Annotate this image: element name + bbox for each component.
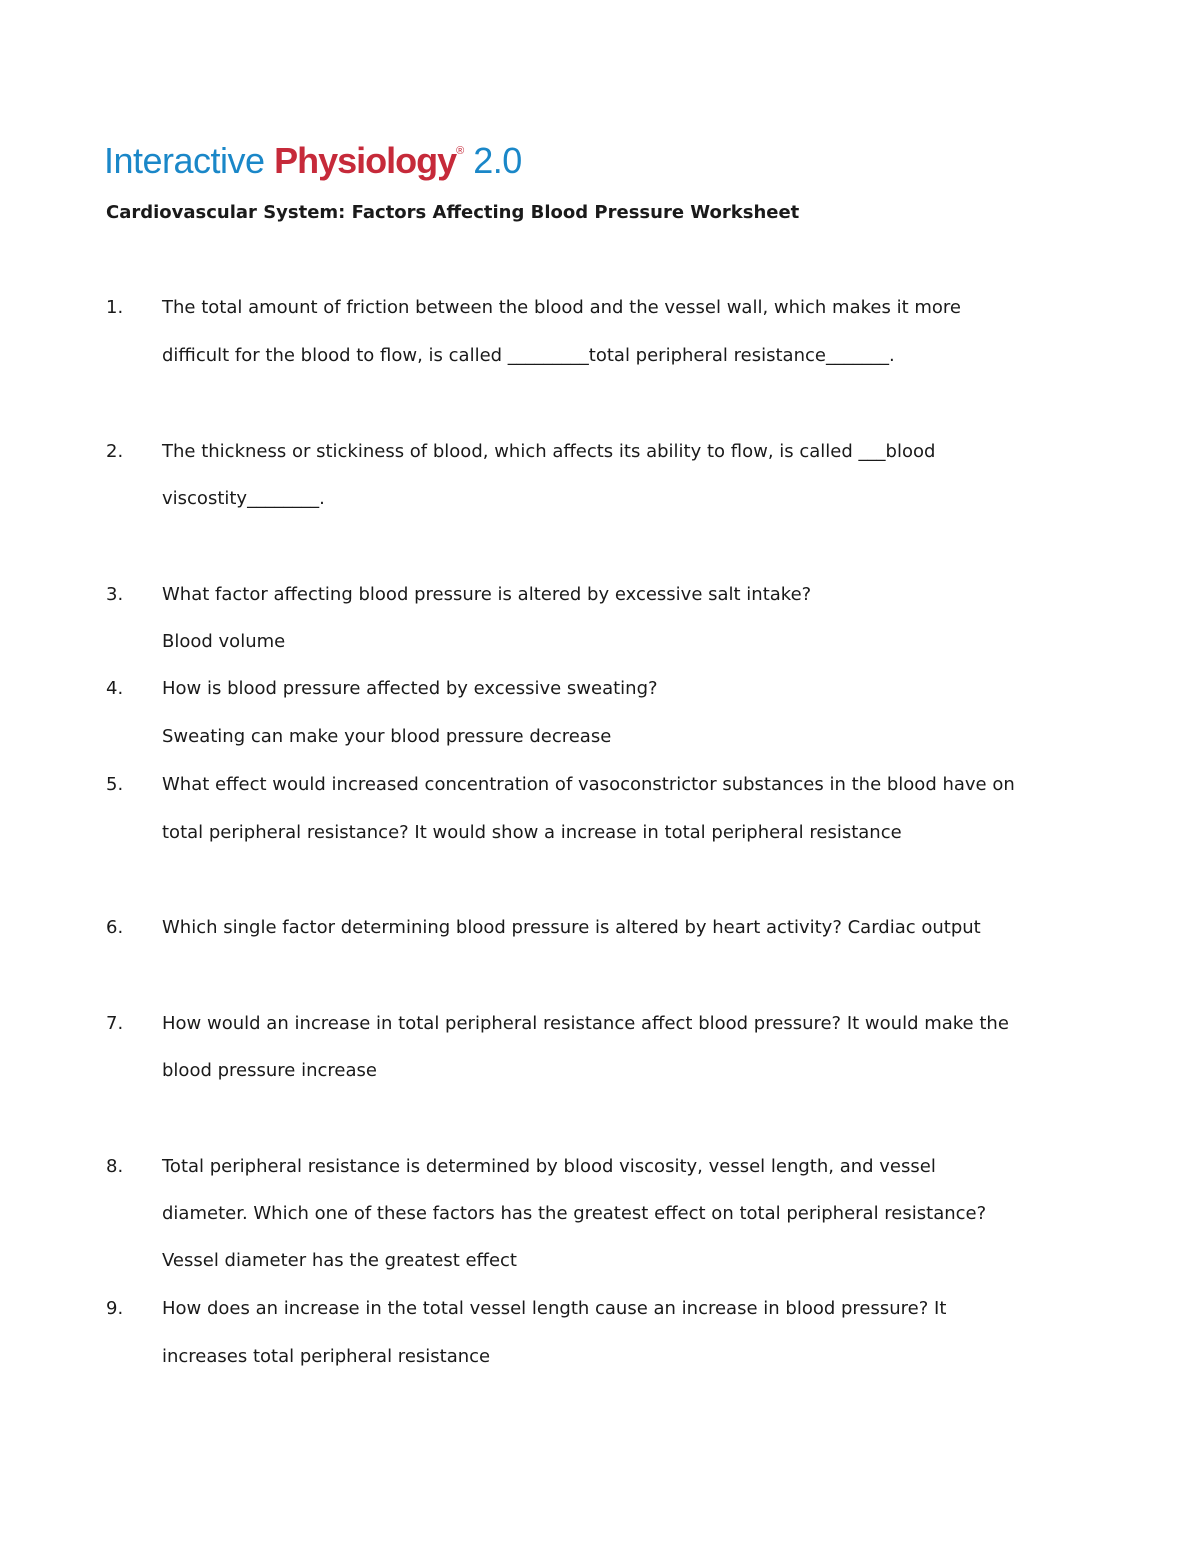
question-number: 9. [106, 1298, 124, 1319]
question-number: 6. [106, 917, 124, 938]
question-line: difficult for the blood to flow, is called _________total peripheral resistance_______. [162, 345, 895, 366]
answer-line: Sweating can make your blood pressure decrease [162, 726, 612, 747]
question-line: diameter. Which one of these factors has the greatest effect on total peripheral resistance? [162, 1203, 987, 1224]
question-line: What factor affecting blood pressure is altered by excessive salt intake? [162, 584, 812, 605]
interactive-physiology-logo [104, 132, 522, 182]
question-number: 5. [106, 774, 124, 795]
question-line: viscostity________. [162, 488, 325, 509]
logo-text-interactive: Interactive [104, 140, 275, 181]
question-line: Which single factor determining blood pressure is altered by heart activity? Cardiac output [162, 917, 981, 938]
question-number: 2. [106, 441, 124, 462]
question-line: increases total peripheral resistance [162, 1346, 491, 1367]
question-number: 4. [106, 678, 124, 699]
question-line: What effect would increased concentration of vasoconstrictor substances in the blood have on [162, 774, 1015, 795]
question-number: 8. [106, 1156, 124, 1177]
question-line: total peripheral resistance? It would show a increase in total peripheral resistance [162, 822, 902, 843]
question-number: 1. [106, 297, 124, 318]
logo-text-physiology: Physiology [274, 140, 457, 181]
question-line: Total peripheral resistance is determined by blood viscosity, vessel length, and vessel [162, 1156, 936, 1177]
question-line: The total amount of friction between the blood and the vessel wall, which makes it more [162, 297, 961, 318]
question-line: How does an increase in the total vessel length cause an increase in blood pressure? It [162, 1298, 947, 1319]
answer-line: Blood volume [162, 631, 286, 652]
question-number: 3. [106, 584, 124, 605]
question-line: How is blood pressure affected by excessive sweating? [162, 678, 658, 699]
logo-text-version: 2.0 [463, 140, 522, 181]
worksheet-title: Cardiovascular System: Factors Affecting Blood Pressure Worksheet [106, 202, 800, 223]
answer-line: Vessel diameter has the greatest effect [162, 1250, 517, 1271]
question-line: How would an increase in total peripheral resistance affect blood pressure? It would make the [162, 1013, 1009, 1034]
question-line: blood pressure increase [162, 1060, 377, 1081]
question-line: The thickness or stickiness of blood, which affects its ability to flow, is called ___blood [162, 441, 936, 462]
question-number: 7. [106, 1013, 124, 1034]
logo-registered-mark: ® [456, 145, 464, 157]
